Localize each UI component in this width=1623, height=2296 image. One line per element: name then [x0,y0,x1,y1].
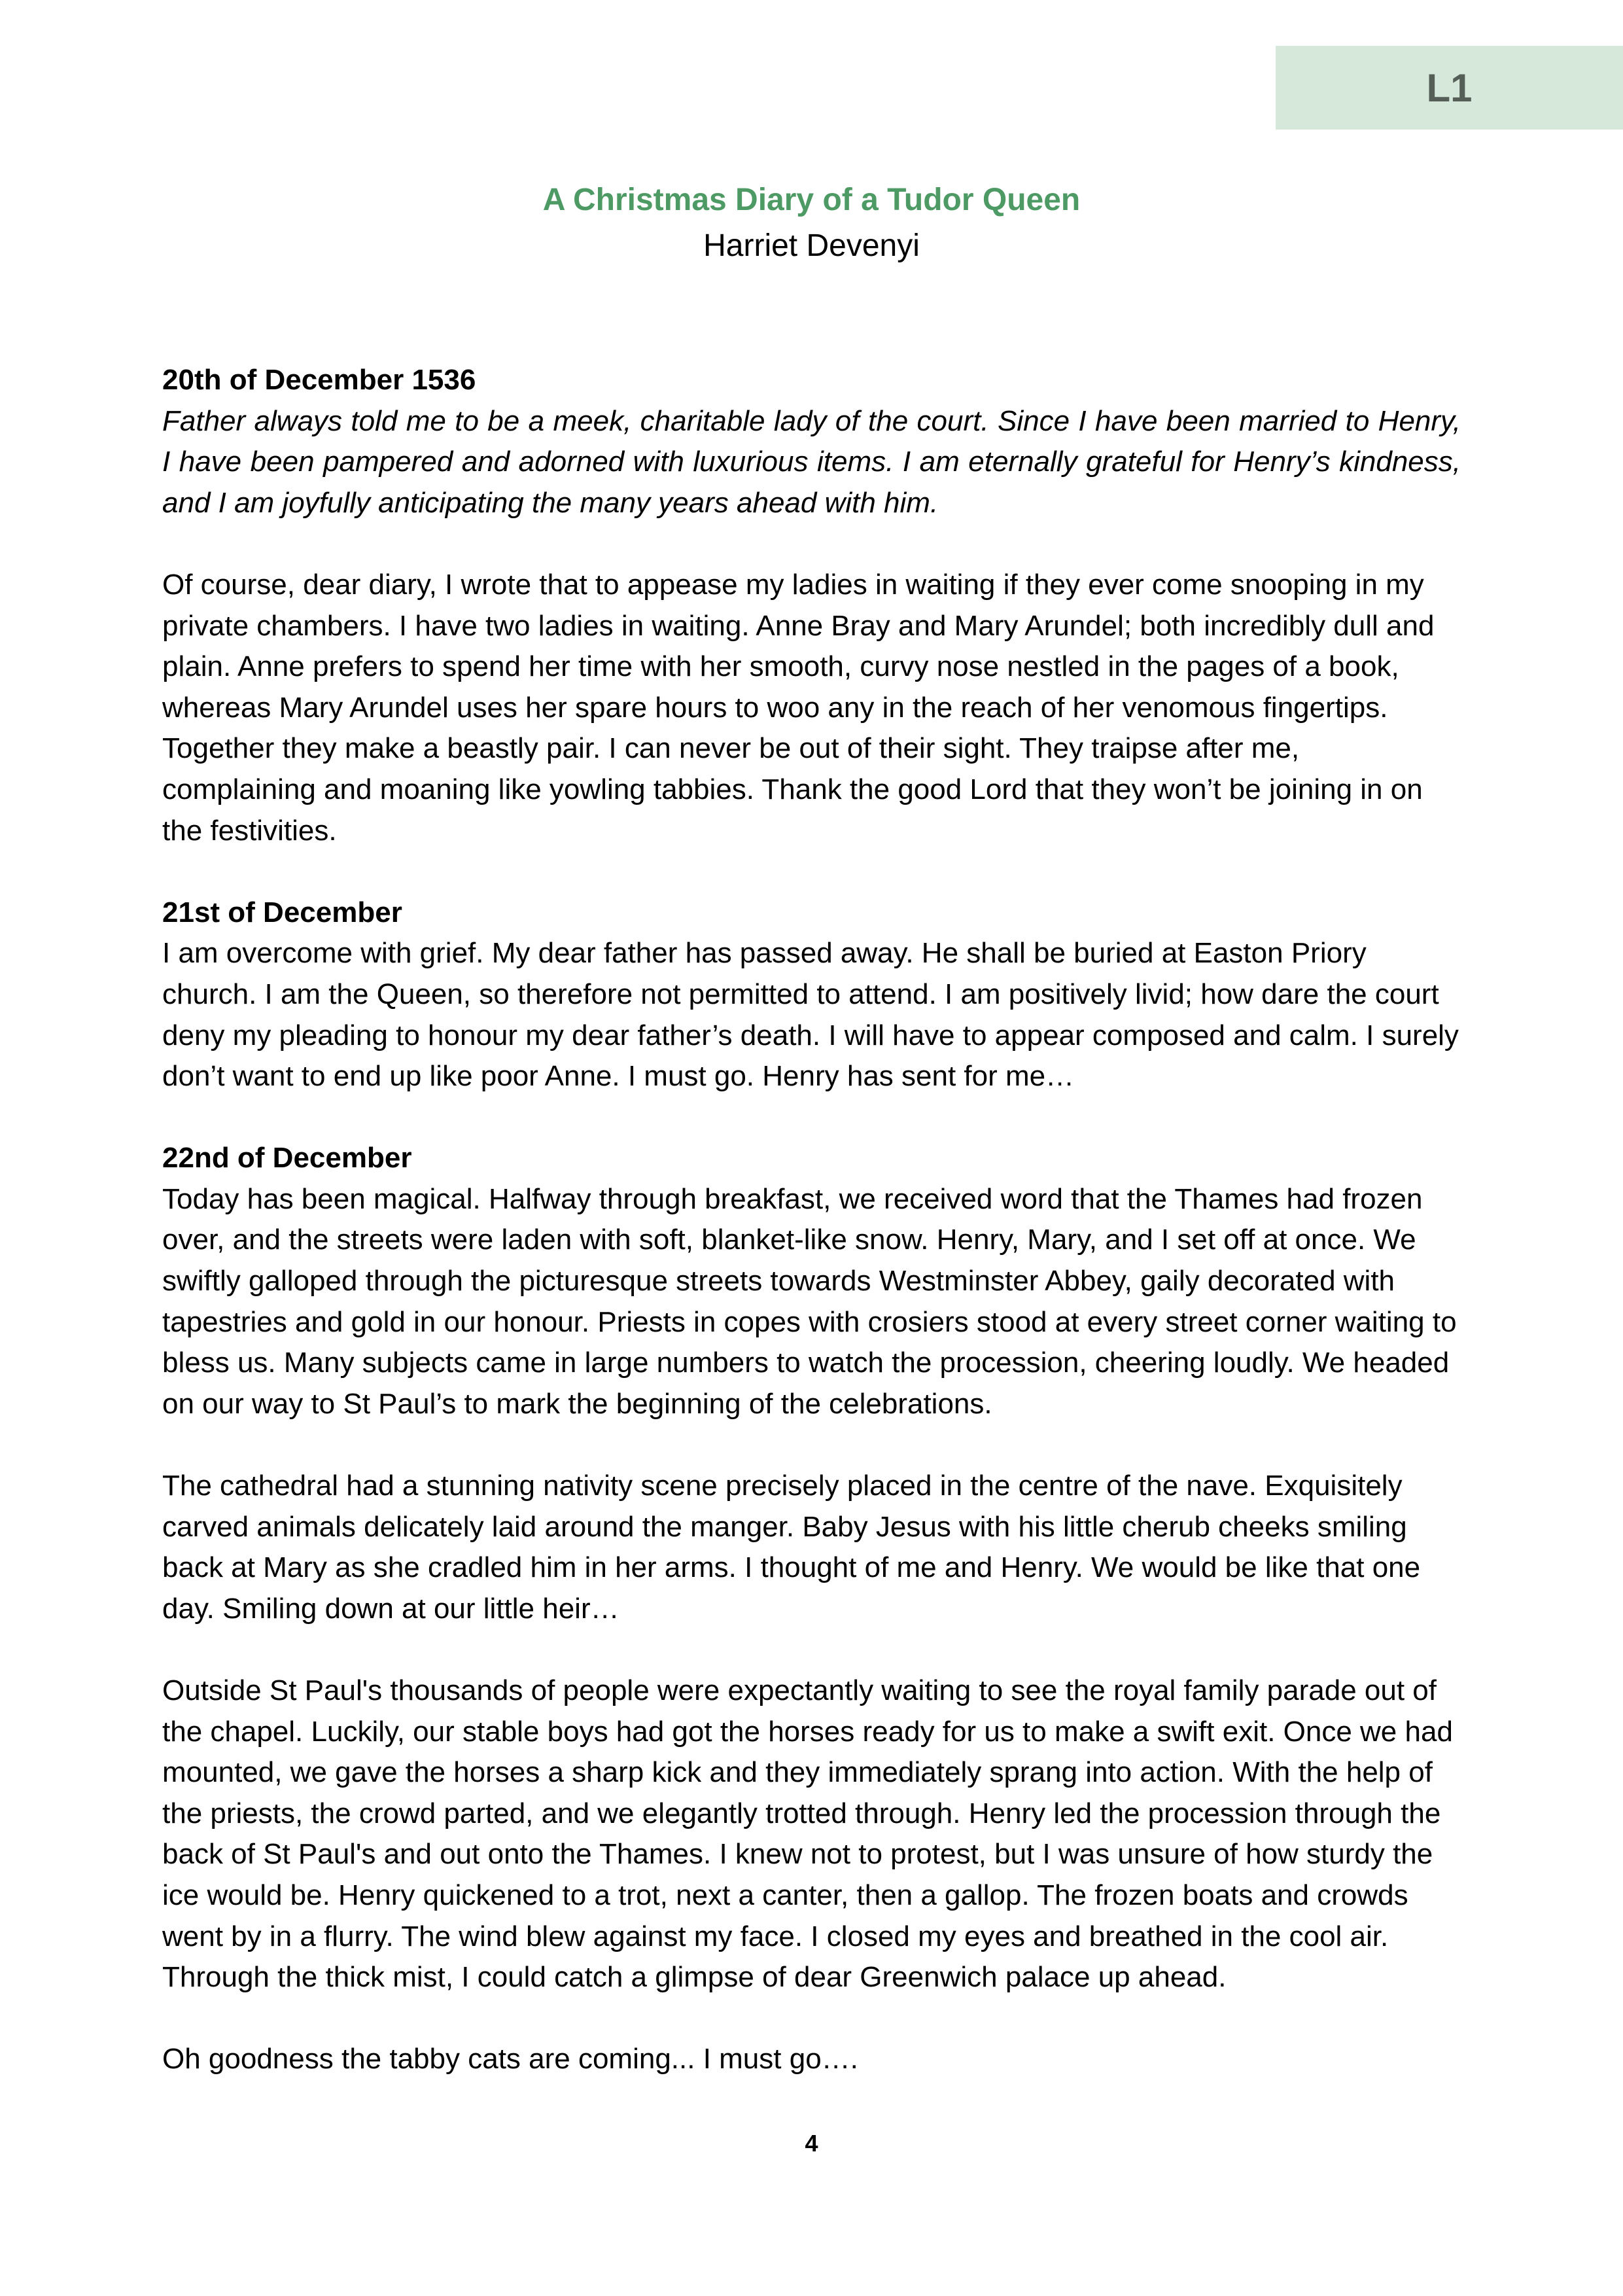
entry-date-heading: 21st of December [162,896,402,928]
level-tag: L1 [1276,46,1623,130]
paragraph-spacer [162,1998,1461,2040]
paragraph-spacer [162,523,1461,565]
diary-body [162,360,1461,2080]
diary-paragraph: Father always told me to be a meek, charitable lady of the court. Since I have been married to Henry, I have been pampered and adorned with luxurious items. I am eternally grateful for Henry’s kindness, and I am joyfully anticipating the many years ahead with him. [162,404,1461,519]
diary-paragraph: Oh goodness the tabby cats are coming... I must go…. [162,2043,858,2075]
diary-paragraph: Today has been magical. Halfway through breakfast, we received word that the Thames had frozen over, and the streets were laden with soft, blanket-like snow. Henry, Mary, and I set off at once. We swiftly galloped through the picturesque streets towards Westminster Abbey, gaily decorated with tapestries and gold in our honour. Priests in copes with crosiers stood at every street corner waiting to bless us. Many subjects came in large numbers to watch the procession, cheering loudly. We headed on our way to St Paul’s to mark the beginning of the celebrations. [162,1182,1457,1420]
document-author: Harriet Devenyi [703,228,920,263]
diary-paragraph: Outside St Paul's thousands of people were expectantly waiting to see the royal family parade out of the chapel. Luckily, our stable boys had got the horses ready for us to make a swift exit. Once we had mounted, we gave the horses a sharp kick and they immediately sprang into action. With the help of the priests, the crowd parted, and we elegantly trotted through. Henry led the procession through the back of St Paul's and out onto the Thames. I knew not to protest, but I was unsure of how sturdy the ice would be. Henry quickened to a trot, next a canter, then a gallop. The frozen boats and crowds went by in a flurry. The wind blew against my face. I closed my eyes and breathed in the cool air. Through the thick mist, I could catch a glimpse of dear Greenwich palace up ahead. [162,1674,1453,1994]
diary-paragraph: Of course, dear diary, I wrote that to appease my ladies in waiting if they ever come snooping in my private chambers. I have two ladies in waiting. Anne Bray and Mary Arundel; both incredibly dull and plain. Anne prefers to spend her time with her smooth, curvy nose nestled in the pages of a book, whereas Mary Arundel uses her spare hours to woo any in the reach of her venomous fingertips. Together they make a beastly pair. I can never be out of their sight. They traipse after me, complaining and moaning like yowling tabbies. Thank the good Lord that they won’t be joining in on the festivities. [162,568,1435,847]
entry-date-heading: 20th of December 1536 [162,364,476,396]
paragraph-spacer [162,851,1461,892]
document-title: A Christmas Diary of a Tudor Queen [542,183,1081,217]
diary-paragraph: The cathedral had a stunning nativity scene precisely placed in the centre of the nave. Exquisitely carved animals delicately laid around the manger. Baby Jesus with his little cherub cheeks smiling back at Mary as she cradled him in her arms. I thought of me and Henry. We would be like that one day. Smiling down at our little heir… [162,1470,1421,1625]
entry-date-heading: 22nd of December [162,1142,412,1174]
page-number: 4 [805,2130,818,2157]
diary-paragraph: I am overcome with grief. My dear father has passed away. He shall be buried at Easton Priory church. I am the Queen, so therefore not permitted to attend. I am positively livid; how dare the court deny my pleading to honour my dear father’s death. I will have to appear composed and calm. I surely don’t want to end up like poor Anne. I must go. Henry has sent for me… [162,937,1459,1093]
paragraph-spacer [162,1097,1461,1139]
paragraph-spacer [162,1629,1461,1670]
paragraph-spacer [162,1424,1461,1466]
